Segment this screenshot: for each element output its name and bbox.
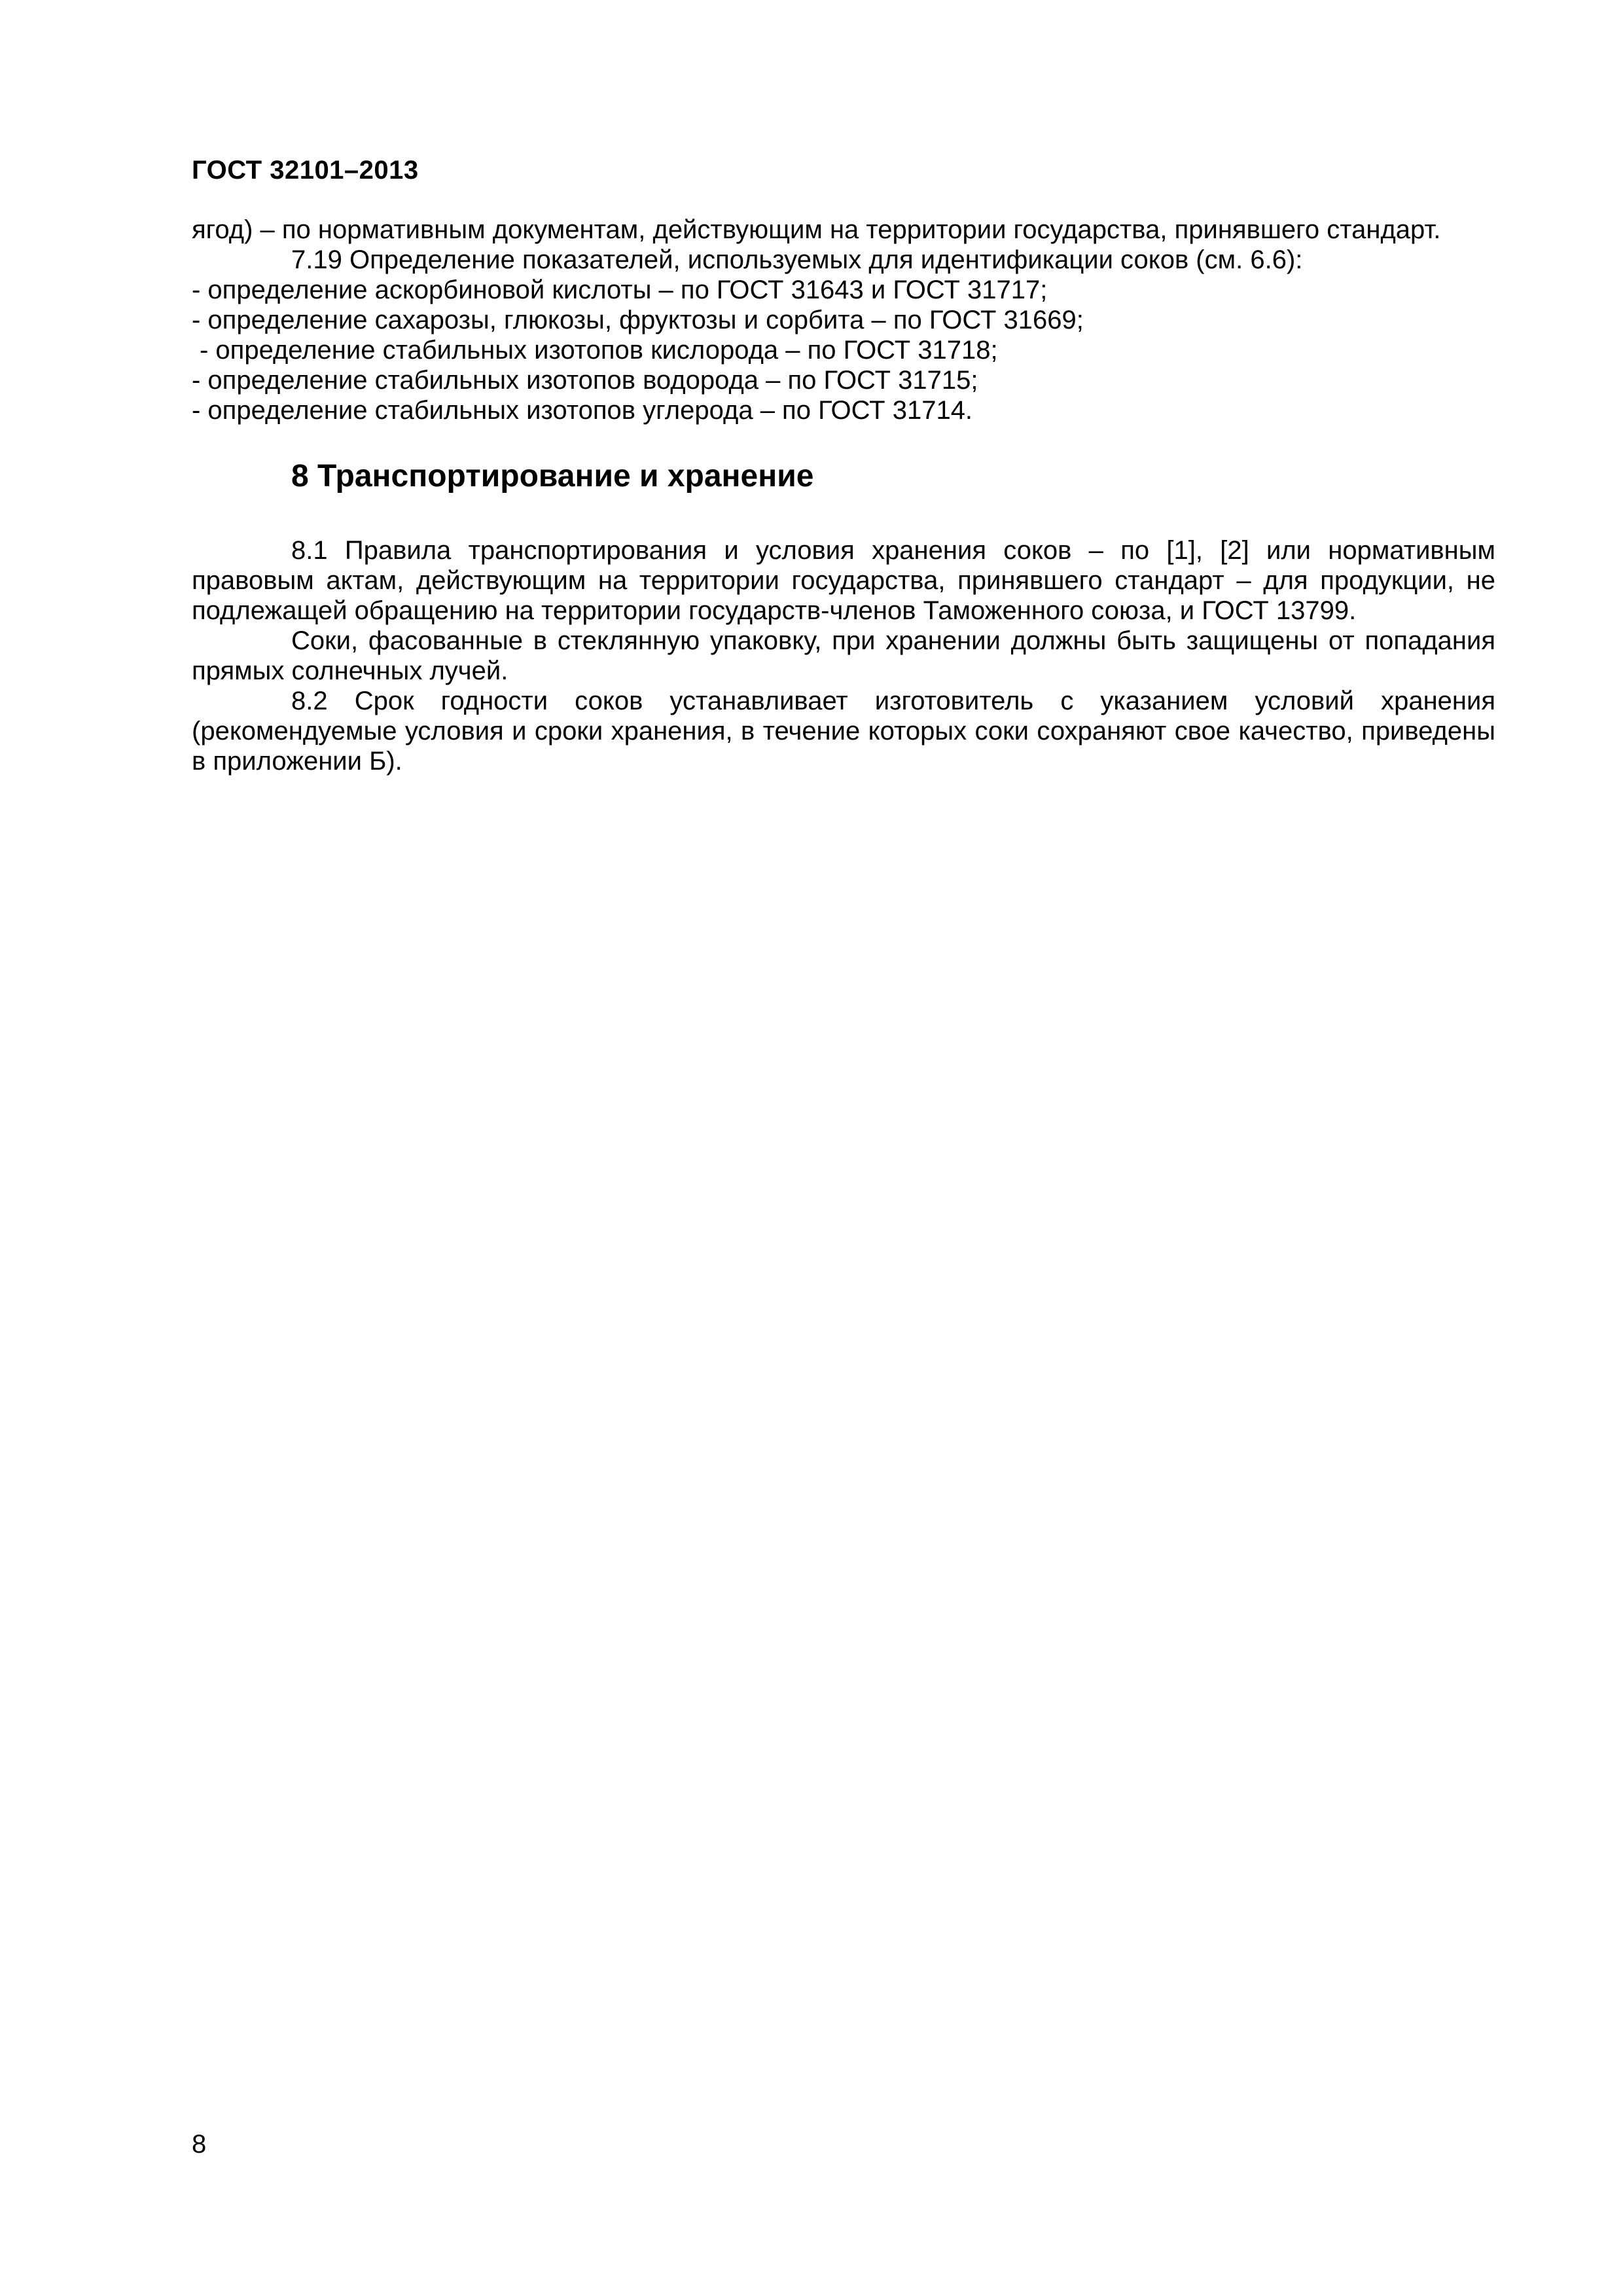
document-body <box>192 215 1495 776</box>
list-item: - определение стабильных изотопов водорода – по ГОСТ 31715; <box>192 366 978 395</box>
list-item: - определение аскорбиновой кислоты – по ГОСТ 31643 и ГОСТ 31717; <box>192 276 1048 304</box>
paragraph-8-2: 8.2 Срок годности соков устанавливает изготовитель с указанием условий хранения (рекомендуемые условия и сроки хранения, в течение которых соки сохраняют свое качество, приведены в приложении Б). <box>192 687 1495 776</box>
section-8-heading: 8 Транспортирование и хранение <box>291 459 814 493</box>
paragraph-8-1: 8.1 Правила транспортирования и условия хранения соков – по [1], [2] или нормативным правовым актам, действующим на территории государства, принявшего стандарт – для продукции, не подлежащей обращению на территории государств-членов Таможенного союза, и ГОСТ 13799. <box>192 536 1495 625</box>
list-item: - определение стабильных изотопов углерода – по ГОСТ 31714. <box>192 396 973 425</box>
paragraph-7-19: 7.19 Определение показателей, используемых для идентификации соков (см. 6.6): <box>291 245 1303 274</box>
list-item: - определение сахарозы, глюкозы, фруктозы и сорбита – по ГОСТ 31669; <box>192 306 1084 334</box>
document-header: ГОСТ 32101–2013 <box>192 156 419 185</box>
page-number: 8 <box>192 2130 207 2159</box>
continued-paragraph: ягод) – по нормативным документам, действующим на территории государства, принявшего стандарт. <box>192 215 1441 244</box>
paragraph-8-1-glass: Соки, фасованные в стеклянную упаковку, при хранении должны быть защищены от попадания прямых солнечных лучей. <box>192 626 1495 685</box>
list-item: - определение стабильных изотопов кислорода – по ГОСТ 31718; <box>200 336 998 365</box>
